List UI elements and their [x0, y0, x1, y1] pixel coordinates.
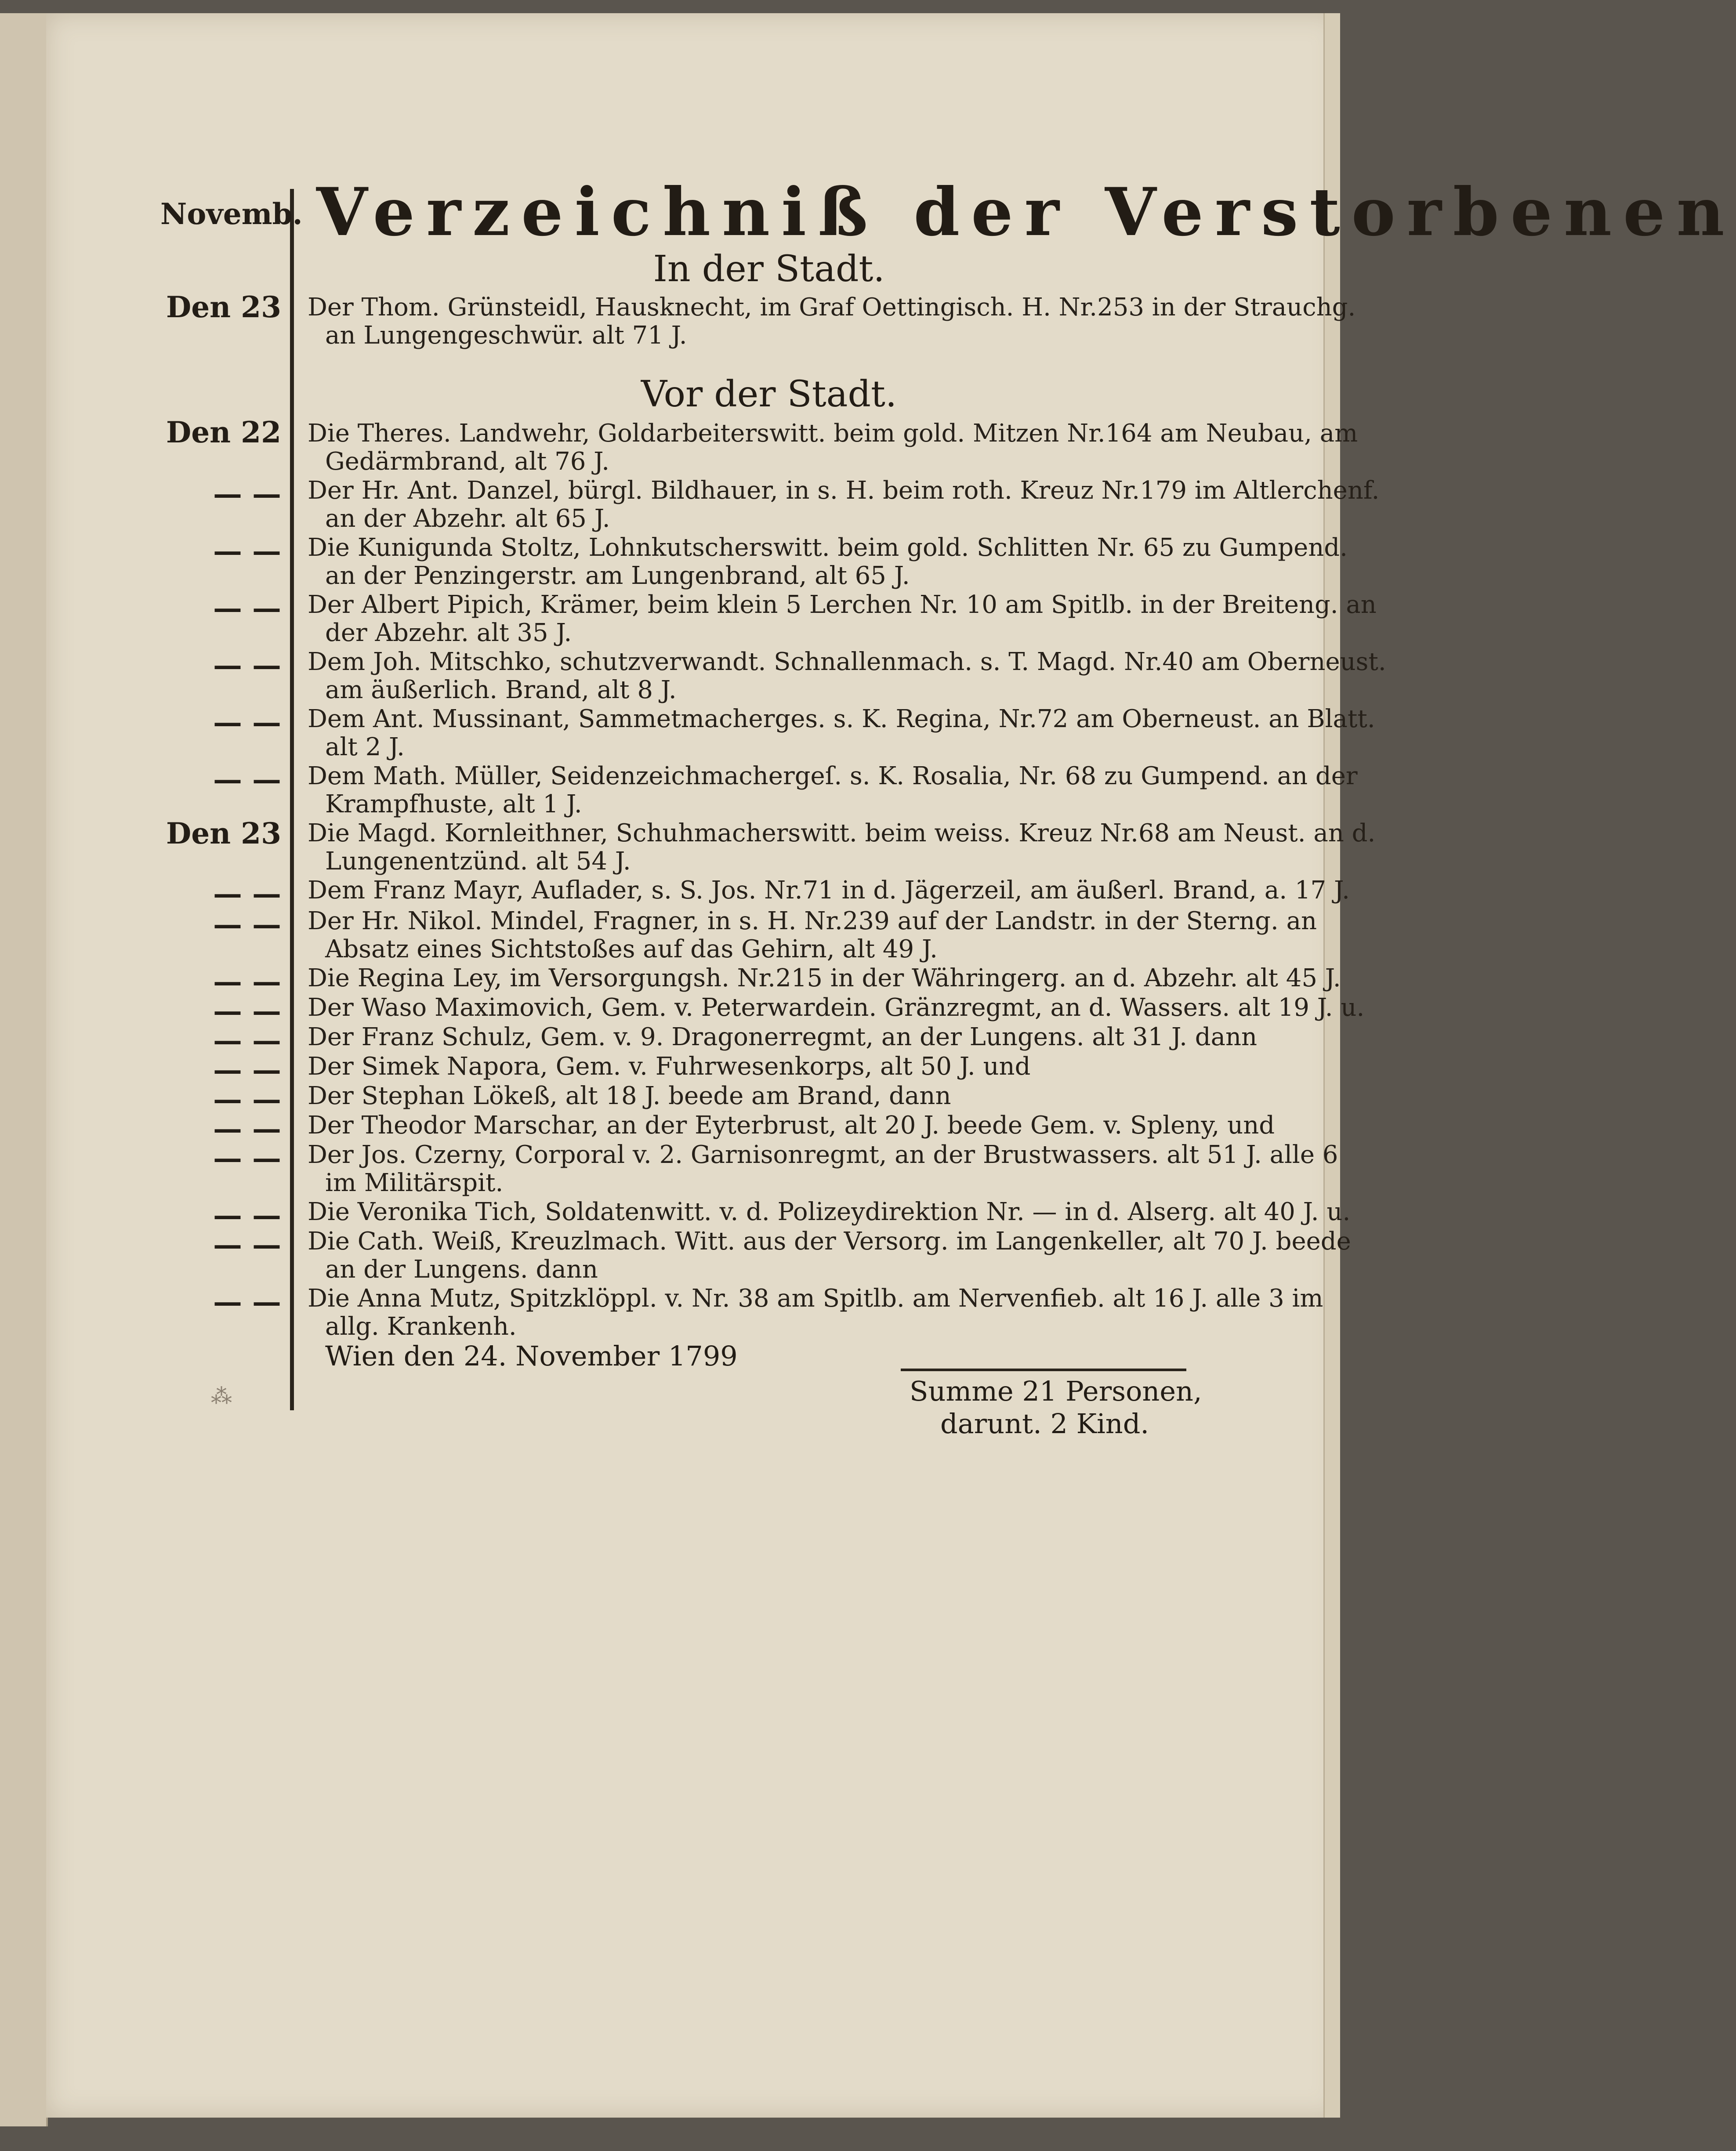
entry-text: Der Waso Maximovich, Gem. v. Peterwardein. Gränzregmt, an d. Wassers. alt 19 J. u. [308, 993, 1365, 1022]
ditto-mark: — — [213, 1082, 281, 1116]
register-entry [308, 1198, 1350, 1226]
register-entry [308, 1141, 1338, 1197]
entry-text: Die Cath. Weiß, Kreuzlmach. Witt. aus der Versorg. im Langenkeller, alt 70 J. beede [308, 1227, 1351, 1256]
sum-rule [901, 1369, 1186, 1371]
entry-text: Die Regina Ley, im Versorgungsh. Nr.215 in der Währingerg. an d. Abzehr. alt 45 J. [308, 964, 1341, 992]
ditto-mark: — — [213, 907, 281, 942]
ditto-mark: — — [213, 964, 281, 999]
entry-text: Der Thom. Grünsteidl, Hausknecht, im Graf Oettingisch. H. Nr.253 in der Strauchg. [308, 293, 1356, 322]
entry-text-cont: Krampfhuste, alt 1 J. [325, 790, 582, 818]
page-title: Verzeichniß der Verstorbenen [316, 174, 1736, 251]
sum-line: darunt. 2 Kind. [940, 1408, 1149, 1440]
register-entry [308, 1112, 1275, 1140]
ditto-mark: — — [213, 1053, 281, 1087]
register-entry [308, 876, 1350, 905]
register-entry [308, 994, 1364, 1022]
entry-text-cont: am äußerlich. Brand, alt 8 J. [325, 676, 677, 704]
entry-text: Die Veronika Tich, Soldatenwitt. v. d. Polizeydirektion Nr. — in d. Alserg. alt 40 J. u. [308, 1198, 1351, 1226]
entry-text-cont: an Lungengeschwür. alt 71 J. [325, 321, 687, 350]
ditto-mark: — — [213, 477, 281, 511]
entry-text: Der Hr. Nikol. Mindel, Fragner, in s. H. Nr.239 auf der Landstr. in der Sterng. an [308, 907, 1317, 935]
entry-text: Der Simek Napora, Gem. v. Fuhrwesenkorps, alt 50 J. und [308, 1052, 1031, 1081]
ditto-mark: — — [213, 1023, 281, 1057]
entry-text: Die Theres. Landwehr, Goldarbeiterswitt. beim gold. Mitzen Nr.164 am Neubau, am [308, 419, 1358, 448]
entry-text: Dem Franz Mayr, Auflader, s. S. Jos. Nr.71 in d. Jägerzeil, am äußerl. Brand, a. 17 J. [308, 876, 1350, 905]
register-entry [308, 762, 1358, 818]
register-entry [308, 477, 1379, 533]
entry-text-cont: an der Penzingerstr. am Lungenbrand, alt 65 J. [325, 561, 910, 590]
entry-text-cont: an der Lungens. dann [325, 1255, 598, 1284]
register-entry [308, 420, 1358, 476]
ditto-mark: — — [213, 876, 281, 911]
entry-text-cont: Absatz eines Sichtstoßes auf das Gehirn, alt 49 J. [325, 935, 938, 963]
sum-line: Summe 21 Personen, [910, 1375, 1202, 1407]
section-title-city: In der Stadt. [653, 248, 885, 290]
entry-text-cont: an der Abzehr. alt 65 J. [325, 504, 610, 533]
ditto-mark: — — [213, 705, 281, 739]
entry-text: Der Hr. Ant. Danzel, bürgl. Bildhauer, in s. H. beim roth. Kreuz Nr.179 im Altlerchenf. [308, 476, 1380, 505]
register-entry [308, 648, 1386, 704]
month-label: Novemb. [160, 197, 303, 231]
entry-text-cont: Gedärmbrand, alt 76 J. [325, 447, 610, 476]
stray-mark-icon: ⁂ [211, 1384, 232, 1409]
ditto-mark: — — [213, 1141, 281, 1175]
entry-text: Der Albert Pipich, Krämer, beim klein 5 Lerchen Nr. 10 am Spitlb. in der Breiteng. an [308, 590, 1377, 619]
ditto-mark: — — [213, 994, 281, 1028]
entry-text: Der Jos. Czerny, Corporal v. 2. Garnisonregmt, an der Brustwassers. alt 51 J. alle 6 [308, 1141, 1338, 1169]
register-entry [308, 293, 1355, 350]
date-label: Den 23 [166, 816, 281, 851]
register-entry [308, 1053, 1030, 1081]
ditto-mark: — — [213, 1198, 281, 1232]
sum-total [910, 1375, 1202, 1440]
entry-text: Der Theodor Marschar, an der Eyterbrust, alt 20 J. beede Gem. v. Spleny, und [308, 1111, 1275, 1140]
place-date: Wien den 24. November 1799 [325, 1340, 738, 1372]
date-label: Den 23 [166, 290, 281, 324]
entry-text: Die Magd. Kornleithner, Schuhmacherswitt. beim weiss. Kreuz Nr.68 am Neust. an d. [308, 819, 1376, 847]
register-entry [308, 1023, 1257, 1051]
entry-text: Dem Joh. Mitschko, schutzverwandt. Schnallenmach. s. T. Magd. Nr.40 am Oberneust. [308, 648, 1386, 676]
entry-text-cont: alt 2 J. [325, 733, 405, 761]
register-entry [308, 1082, 951, 1110]
entry-text-cont: Lungenentzünd. alt 54 J. [325, 847, 631, 876]
entry-text: Dem Math. Müller, Seidenzeichmachergeſ. s. K. Rosalia, Nr. 68 zu Gumpend. an der [308, 762, 1358, 790]
entry-text: Der Stephan Lökeß, alt 18 J. beede am Brand, dann [308, 1082, 951, 1110]
entry-text-cont: der Abzehr. alt 35 J. [325, 619, 572, 647]
register-entry [308, 1228, 1351, 1284]
register-entry [308, 964, 1341, 992]
left-page-edge [0, 13, 48, 2126]
ditto-mark: — — [213, 1228, 281, 1262]
register-entry [308, 591, 1377, 647]
entry-text: Die Kunigunda Stoltz, Lohnkutscherswitt. beim gold. Schlitten Nr. 65 zu Gumpend. [308, 533, 1348, 562]
ditto-mark: — — [213, 762, 281, 797]
entry-text: Die Anna Mutz, Spitzklöppl. v. Nr. 38 am Spitlb. am Nervenfieb. alt 16 J. alle 3 im [308, 1284, 1323, 1313]
register-entry [308, 907, 1317, 963]
date-label: Den 22 [166, 415, 281, 449]
entry-text: Dem Ant. Mussinant, Sammetmacherges. s. K. Regina, Nr.72 am Oberneust. an Blatt. [308, 705, 1375, 733]
entry-text: Der Franz Schulz, Gem. v. 9. Dragonerregmt, an der Lungens. alt 31 J. dann [308, 1023, 1258, 1051]
ditto-mark: — — [213, 534, 281, 568]
entry-text-cont: im Militärspit. [325, 1169, 504, 1197]
entry-text-cont: allg. Krankenh. [325, 1312, 517, 1341]
section-title-suburbs: Vor der Stadt. [641, 373, 897, 415]
register-entry [308, 819, 1375, 876]
register-entry [308, 534, 1348, 590]
ditto-mark: — — [213, 1285, 281, 1319]
ditto-mark: — — [213, 648, 281, 682]
ditto-mark: — — [213, 591, 281, 625]
register-entry [308, 1285, 1323, 1341]
ditto-mark: — — [213, 1112, 281, 1146]
register-entry [308, 705, 1375, 761]
